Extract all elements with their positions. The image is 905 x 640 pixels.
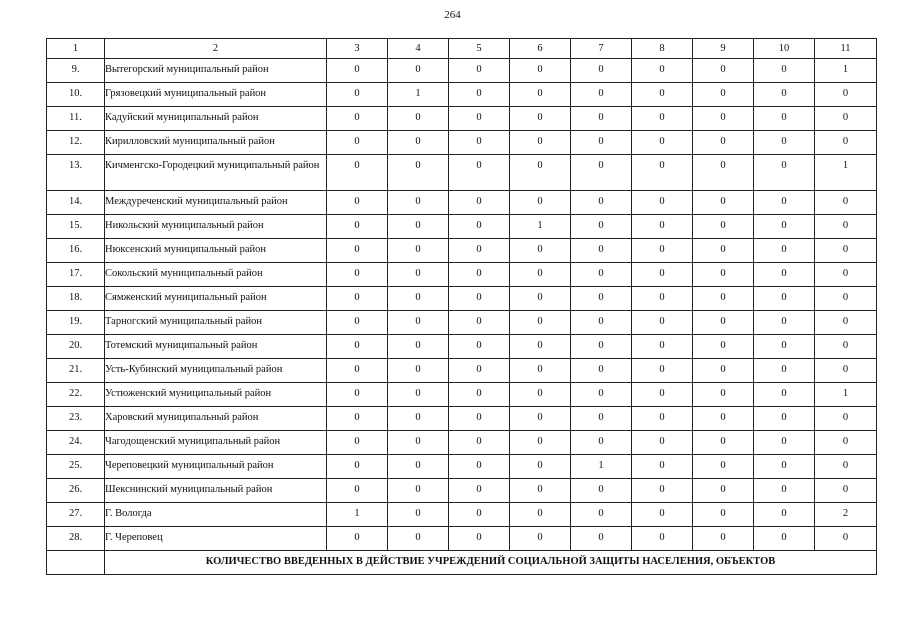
value-cell: 0 <box>510 59 571 83</box>
value-cell: 0 <box>449 191 510 215</box>
table-row <box>47 455 877 479</box>
district-name: Череповецкий муниципальный район <box>105 455 327 479</box>
table-row <box>47 191 877 215</box>
statistics-table <box>46 38 877 575</box>
value-cell: 0 <box>693 239 754 263</box>
value-cell: 0 <box>754 479 815 503</box>
district-name: Сокольский муниципальный район <box>105 263 327 287</box>
value-cell: 0 <box>449 215 510 239</box>
value-cell: 0 <box>754 131 815 155</box>
value-cell: 0 <box>632 107 693 131</box>
value-cell: 0 <box>754 83 815 107</box>
district-name: Грязовецкий муниципальный район <box>105 83 327 107</box>
value-cell: 0 <box>632 455 693 479</box>
value-cell: 0 <box>510 107 571 131</box>
table-row <box>47 431 877 455</box>
row-number: 22. <box>47 383 105 407</box>
value-cell: 0 <box>388 107 449 131</box>
value-cell: 0 <box>510 407 571 431</box>
value-cell: 0 <box>632 479 693 503</box>
value-cell: 0 <box>571 383 632 407</box>
value-cell: 0 <box>815 407 877 431</box>
page-number: 264 <box>444 9 461 21</box>
district-name: Усть-Кубинский муниципальный район <box>105 359 327 383</box>
value-cell: 0 <box>327 431 388 455</box>
value-cell: 0 <box>571 431 632 455</box>
table-row <box>47 311 877 335</box>
value-cell: 0 <box>571 263 632 287</box>
value-cell: 0 <box>632 263 693 287</box>
value-cell: 0 <box>388 359 449 383</box>
row-number: 16. <box>47 239 105 263</box>
district-name: Кадуйский муниципальный район <box>105 107 327 131</box>
value-cell: 0 <box>571 287 632 311</box>
value-cell: 0 <box>754 215 815 239</box>
row-number: 13. <box>47 155 105 191</box>
value-cell: 0 <box>388 503 449 527</box>
value-cell: 0 <box>754 383 815 407</box>
row-number: 27. <box>47 503 105 527</box>
value-cell: 0 <box>632 215 693 239</box>
value-cell: 0 <box>571 479 632 503</box>
row-number: 24. <box>47 431 105 455</box>
value-cell: 0 <box>510 455 571 479</box>
value-cell: 0 <box>815 431 877 455</box>
value-cell: 0 <box>693 311 754 335</box>
district-name: Нюксенский муниципальный район <box>105 239 327 263</box>
row-number: 14. <box>47 191 105 215</box>
value-cell: 0 <box>327 215 388 239</box>
value-cell: 0 <box>327 359 388 383</box>
value-cell: 0 <box>571 131 632 155</box>
value-cell: 0 <box>449 383 510 407</box>
value-cell: 0 <box>449 431 510 455</box>
value-cell: 0 <box>449 455 510 479</box>
value-cell: 0 <box>327 527 388 551</box>
value-cell: 0 <box>693 263 754 287</box>
value-cell: 0 <box>693 455 754 479</box>
row-number: 26. <box>47 479 105 503</box>
district-name: Сямженский муниципальный район <box>105 287 327 311</box>
value-cell: 0 <box>388 527 449 551</box>
value-cell: 0 <box>449 359 510 383</box>
column-header: 6 <box>510 39 571 59</box>
value-cell: 0 <box>571 155 632 191</box>
value-cell: 0 <box>815 311 877 335</box>
value-cell: 0 <box>388 335 449 359</box>
value-cell: 0 <box>327 107 388 131</box>
value-cell: 0 <box>693 479 754 503</box>
row-number: 25. <box>47 455 105 479</box>
table-row <box>47 155 877 191</box>
value-cell: 0 <box>327 131 388 155</box>
district-name: Никольский муниципальный район <box>105 215 327 239</box>
value-cell: 0 <box>754 503 815 527</box>
table-row <box>47 215 877 239</box>
value-cell: 0 <box>754 155 815 191</box>
row-number: 9. <box>47 59 105 83</box>
table-row <box>47 239 877 263</box>
district-name: Чагодощенский муниципальный район <box>105 431 327 455</box>
value-cell: 0 <box>388 191 449 215</box>
district-name: Кичменгско-Городецкий муниципальный район <box>105 155 327 191</box>
column-header: 4 <box>388 39 449 59</box>
table-row <box>47 59 877 83</box>
row-number: 17. <box>47 263 105 287</box>
value-cell: 0 <box>388 407 449 431</box>
value-cell: 0 <box>388 263 449 287</box>
value-cell: 0 <box>571 359 632 383</box>
value-cell: 0 <box>571 407 632 431</box>
value-cell: 0 <box>632 83 693 107</box>
row-number: 28. <box>47 527 105 551</box>
value-cell: 1 <box>815 383 877 407</box>
section-title-row <box>47 551 877 575</box>
value-cell: 0 <box>754 239 815 263</box>
value-cell: 0 <box>754 311 815 335</box>
value-cell: 0 <box>693 107 754 131</box>
value-cell: 0 <box>449 263 510 287</box>
value-cell: 0 <box>754 527 815 551</box>
district-name: Вытегорский муниципальный район <box>105 59 327 83</box>
value-cell: 0 <box>327 383 388 407</box>
value-cell: 0 <box>815 527 877 551</box>
value-cell: 0 <box>754 335 815 359</box>
value-cell: 0 <box>449 155 510 191</box>
table-body <box>47 59 877 551</box>
section-title: КОЛИЧЕСТВО ВВЕДЕННЫХ В ДЕЙСТВИЕ УЧРЕЖДЕНИЙ СОЦИАЛЬНОЙ ЗАЩИТЫ НАСЕЛЕНИЯ, ОБЪЕКТОВ <box>105 551 877 575</box>
district-name: Г. Череповец <box>105 527 327 551</box>
value-cell: 0 <box>510 191 571 215</box>
value-cell: 1 <box>815 59 877 83</box>
value-cell: 0 <box>449 479 510 503</box>
district-name: Кирилловский муниципальный район <box>105 131 327 155</box>
value-cell: 0 <box>815 359 877 383</box>
value-cell: 0 <box>449 239 510 263</box>
value-cell: 0 <box>632 503 693 527</box>
value-cell: 0 <box>449 131 510 155</box>
table-row <box>47 503 877 527</box>
value-cell: 0 <box>754 431 815 455</box>
value-cell: 0 <box>632 407 693 431</box>
row-number: 21. <box>47 359 105 383</box>
value-cell: 1 <box>510 215 571 239</box>
row-number: 15. <box>47 215 105 239</box>
header-row <box>47 39 877 59</box>
value-cell: 0 <box>510 503 571 527</box>
value-cell: 0 <box>449 407 510 431</box>
column-header: 5 <box>449 39 510 59</box>
value-cell: 0 <box>327 407 388 431</box>
value-cell: 0 <box>571 503 632 527</box>
value-cell: 0 <box>815 191 877 215</box>
table-row <box>47 335 877 359</box>
value-cell: 0 <box>815 263 877 287</box>
value-cell: 0 <box>510 527 571 551</box>
value-cell: 0 <box>693 431 754 455</box>
value-cell: 0 <box>510 431 571 455</box>
column-header: 1 <box>47 39 105 59</box>
value-cell: 0 <box>571 527 632 551</box>
value-cell: 0 <box>571 59 632 83</box>
value-cell: 0 <box>815 83 877 107</box>
value-cell: 0 <box>510 311 571 335</box>
value-cell: 0 <box>571 107 632 131</box>
district-name: Г. Вологда <box>105 503 327 527</box>
value-cell: 0 <box>693 503 754 527</box>
value-cell: 0 <box>327 191 388 215</box>
column-header: 9 <box>693 39 754 59</box>
table-row <box>47 263 877 287</box>
value-cell: 0 <box>327 83 388 107</box>
value-cell: 0 <box>510 383 571 407</box>
value-cell: 0 <box>693 359 754 383</box>
value-cell: 0 <box>510 155 571 191</box>
row-number: 23. <box>47 407 105 431</box>
value-cell: 0 <box>815 239 877 263</box>
value-cell: 0 <box>327 311 388 335</box>
value-cell: 0 <box>327 59 388 83</box>
value-cell: 0 <box>327 263 388 287</box>
value-cell: 0 <box>815 335 877 359</box>
value-cell: 0 <box>693 407 754 431</box>
value-cell: 0 <box>815 215 877 239</box>
column-header: 10 <box>754 39 815 59</box>
value-cell: 0 <box>510 287 571 311</box>
district-name: Устюженский муниципальный район <box>105 383 327 407</box>
value-cell: 0 <box>693 155 754 191</box>
value-cell: 0 <box>449 287 510 311</box>
empty-cell <box>47 551 105 575</box>
district-name: Тарногский муниципальный район <box>105 311 327 335</box>
value-cell: 0 <box>693 59 754 83</box>
value-cell: 0 <box>632 191 693 215</box>
value-cell: 0 <box>632 287 693 311</box>
table-row <box>47 131 877 155</box>
value-cell: 0 <box>754 455 815 479</box>
value-cell: 0 <box>449 311 510 335</box>
value-cell: 0 <box>571 191 632 215</box>
value-cell: 0 <box>693 383 754 407</box>
value-cell: 1 <box>388 83 449 107</box>
column-header: 8 <box>632 39 693 59</box>
row-number: 12. <box>47 131 105 155</box>
value-cell: 0 <box>510 359 571 383</box>
value-cell: 0 <box>327 335 388 359</box>
value-cell: 0 <box>388 215 449 239</box>
value-cell: 0 <box>571 335 632 359</box>
row-number: 10. <box>47 83 105 107</box>
value-cell: 0 <box>632 311 693 335</box>
value-cell: 0 <box>632 359 693 383</box>
value-cell: 0 <box>693 83 754 107</box>
value-cell: 0 <box>815 455 877 479</box>
row-number: 20. <box>47 335 105 359</box>
value-cell: 0 <box>632 131 693 155</box>
value-cell: 0 <box>327 239 388 263</box>
value-cell: 0 <box>388 455 449 479</box>
district-name: Тотемский муниципальный район <box>105 335 327 359</box>
table-row <box>47 407 877 431</box>
table-row <box>47 107 877 131</box>
row-number: 11. <box>47 107 105 131</box>
value-cell: 0 <box>327 455 388 479</box>
value-cell: 0 <box>449 83 510 107</box>
column-header: 3 <box>327 39 388 59</box>
value-cell: 0 <box>693 191 754 215</box>
value-cell: 0 <box>693 215 754 239</box>
value-cell: 0 <box>449 527 510 551</box>
value-cell: 0 <box>388 59 449 83</box>
value-cell: 1 <box>327 503 388 527</box>
value-cell: 0 <box>754 107 815 131</box>
table-row <box>47 527 877 551</box>
value-cell: 0 <box>510 335 571 359</box>
row-number: 18. <box>47 287 105 311</box>
value-cell: 0 <box>327 155 388 191</box>
value-cell: 0 <box>693 287 754 311</box>
value-cell: 0 <box>449 107 510 131</box>
value-cell: 0 <box>632 59 693 83</box>
value-cell: 0 <box>327 287 388 311</box>
value-cell: 1 <box>571 455 632 479</box>
value-cell: 0 <box>388 155 449 191</box>
value-cell: 0 <box>571 215 632 239</box>
value-cell: 0 <box>571 83 632 107</box>
value-cell: 0 <box>571 311 632 335</box>
value-cell: 0 <box>815 131 877 155</box>
table-row <box>47 359 877 383</box>
value-cell: 0 <box>693 131 754 155</box>
value-cell: 0 <box>632 335 693 359</box>
value-cell: 0 <box>388 311 449 335</box>
value-cell: 0 <box>815 107 877 131</box>
value-cell: 0 <box>754 287 815 311</box>
value-cell: 0 <box>510 239 571 263</box>
value-cell: 0 <box>632 383 693 407</box>
table-row <box>47 287 877 311</box>
value-cell: 0 <box>388 479 449 503</box>
value-cell: 0 <box>388 287 449 311</box>
value-cell: 0 <box>571 239 632 263</box>
value-cell: 0 <box>754 407 815 431</box>
value-cell: 0 <box>510 479 571 503</box>
value-cell: 0 <box>388 383 449 407</box>
value-cell: 0 <box>632 527 693 551</box>
value-cell: 0 <box>754 191 815 215</box>
column-header: 2 <box>105 39 327 59</box>
value-cell: 0 <box>510 83 571 107</box>
value-cell: 0 <box>510 263 571 287</box>
value-cell: 0 <box>388 131 449 155</box>
value-cell: 0 <box>815 479 877 503</box>
value-cell: 0 <box>449 503 510 527</box>
value-cell: 2 <box>815 503 877 527</box>
value-cell: 0 <box>754 59 815 83</box>
value-cell: 0 <box>510 131 571 155</box>
row-number: 19. <box>47 311 105 335</box>
table-row <box>47 383 877 407</box>
district-name: Харовский муниципальный район <box>105 407 327 431</box>
value-cell: 0 <box>632 431 693 455</box>
column-header: 11 <box>815 39 877 59</box>
value-cell: 0 <box>388 239 449 263</box>
value-cell: 0 <box>449 59 510 83</box>
value-cell: 0 <box>327 479 388 503</box>
value-cell: 0 <box>693 527 754 551</box>
value-cell: 0 <box>693 335 754 359</box>
table-row <box>47 83 877 107</box>
value-cell: 0 <box>388 431 449 455</box>
column-header: 7 <box>571 39 632 59</box>
value-cell: 0 <box>632 155 693 191</box>
value-cell: 0 <box>754 359 815 383</box>
value-cell: 0 <box>632 239 693 263</box>
value-cell: 1 <box>815 155 877 191</box>
value-cell: 0 <box>449 335 510 359</box>
district-name: Междуреченский муниципальный район <box>105 191 327 215</box>
value-cell: 0 <box>815 287 877 311</box>
table-row <box>47 479 877 503</box>
district-name: Шекснинский муниципальный район <box>105 479 327 503</box>
value-cell: 0 <box>754 263 815 287</box>
